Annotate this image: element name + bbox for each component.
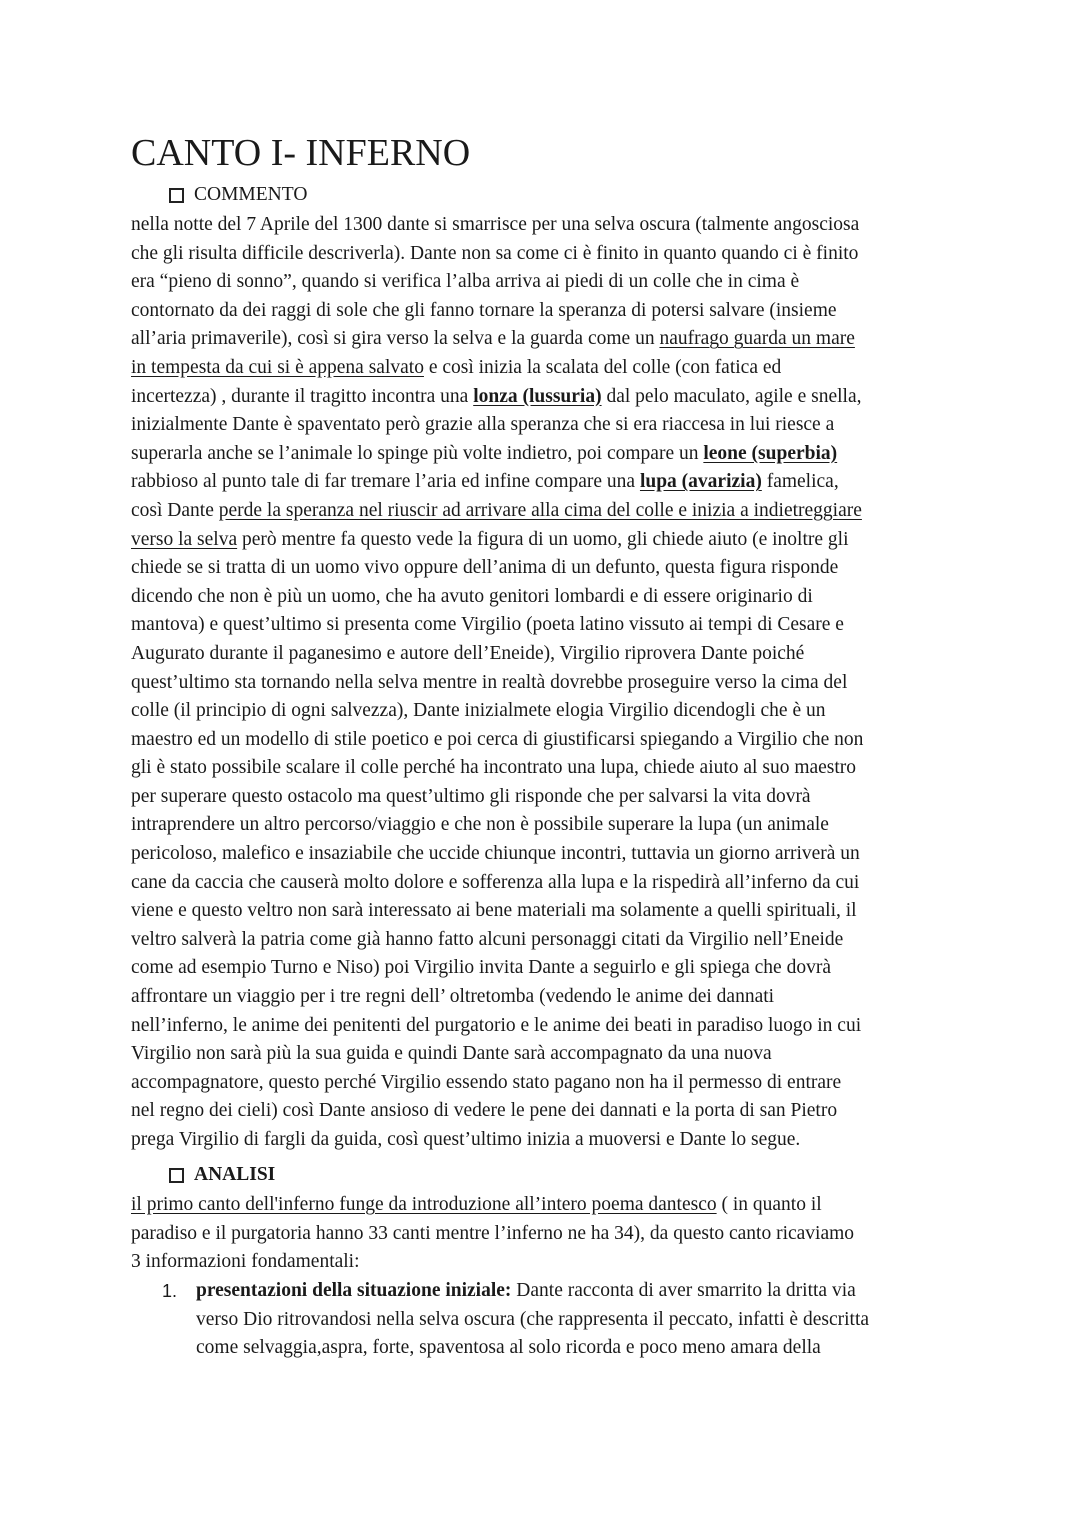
text-segment: mantova) e quest’ultimo si presenta come Virgilio (poeta latino vissuto ai tempi di Cesare e (131, 614, 844, 636)
text-segment: accompagnatore, questo perché Virgilio essendo stato pagano non ha il permesso di entrare (131, 1071, 842, 1093)
section-heading-commento (169, 181, 307, 209)
underlined-text: leone (superbia) (703, 442, 838, 464)
text-segment: come ad esempio Turno e Niso) poi Virgilio invita Dante a seguirlo e gli spiega che dovrà (131, 957, 831, 979)
text-line (131, 783, 961, 812)
text-segment: Dante racconta di aver smarrito la dritta via (511, 1280, 856, 1301)
text-segment: come selvaggia,aspra, forte, spaventosa al solo ricorda e poco meno amara della (196, 1337, 821, 1359)
text-segment: per superare questo ostacolo ma quest’ultimo gli risponde che per salvarsi la vita dovrà (131, 785, 811, 807)
text-segment: superarla anche se l’animale lo spinge più volte indietro, poi compare un (131, 442, 704, 464)
text-line (131, 440, 961, 469)
text-segment: colle (il principio di ogni salvezza), Dante inizialmete elogia Virgilio dicendogli che è un (131, 700, 826, 722)
text-segment: però mentre fa questo vede la figura di un uomo, gli chiede aiuto (e inoltre gli (237, 528, 849, 550)
underlined-text: lonza (lussuria) (473, 385, 602, 407)
text-segment: e così inizia la scalata del colle (con fatica ed (423, 356, 782, 378)
bold-text: presentazioni della situazione iniziale: (196, 1280, 512, 1301)
underlined-text: il primo canto dell'inferno funge da introduzione all’intero poema dantesco (131, 1194, 717, 1215)
text-line (131, 640, 961, 669)
text-line (131, 268, 961, 297)
text-segment: inizialmente Dante è spaventato però grazie alla speranza che si era riaccesa in lui riesce a (131, 414, 835, 436)
text-line (131, 1040, 961, 1069)
text-line (131, 1126, 961, 1155)
underlined-text: naufrago guarda un mare (659, 328, 855, 350)
text-segment: intraprendere un altro percorso/viaggio e che non è possibile superare la lupa (un animale (131, 814, 829, 836)
text-line (131, 1097, 961, 1126)
text-line (131, 411, 961, 440)
text-segment: pericoloso, malefico e insaziabile che uccide chiunque incontri, tuttavia un giorno arriverà un (131, 843, 860, 865)
text-line (131, 726, 961, 755)
text-segment: famelica, (761, 471, 839, 493)
underlined-text: lupa (avarizia) (639, 471, 762, 493)
text-line (131, 1069, 961, 1098)
text-segment: ( in quanto il (716, 1194, 822, 1215)
text-segment: Augurato durante il paganesimo e autore dell’Eneide), Virgilio riprovera Dante poiché (131, 642, 805, 664)
text-line (131, 1220, 961, 1249)
section-heading-analisi (169, 1161, 275, 1189)
text-line (131, 354, 961, 383)
checkbox-icon (169, 1168, 184, 1183)
text-segment: prega Virgilio di fargli da guida, così quest’ultimo inizia a muoversi e Dante lo segue. (131, 1129, 801, 1150)
text-segment: affrontare un viaggio per i tre regni dell’ oltretomba (vedendo le anime dei dannati (131, 986, 775, 1008)
text-line (131, 983, 961, 1012)
text-line (131, 754, 961, 783)
text-line (131, 840, 961, 869)
text-line (131, 211, 961, 240)
text-segment: incertezza) , durante il tragitto incontra una (131, 385, 474, 407)
text-line (196, 1306, 966, 1335)
underlined-text: verso la selva (131, 528, 238, 550)
text-line (131, 1012, 961, 1041)
text-line (131, 697, 961, 726)
text-segment: nella notte del 7 Aprile del 1300 dante si smarrisce per una selva oscura (talmente angosciosa (131, 214, 860, 235)
text-line (131, 669, 961, 698)
text-line (131, 869, 961, 898)
analisi-list (162, 1277, 962, 1363)
text-line (131, 1248, 961, 1277)
text-line (131, 811, 961, 840)
text-line (131, 526, 961, 555)
analisi-paragraph (131, 1191, 961, 1277)
section-heading-label: ANALISI (194, 1164, 276, 1185)
text-line (131, 954, 961, 983)
underlined-text: perde la speranza nel riuscir ad arrivare alla cima del colle e inizia a indietreggiare (218, 499, 862, 521)
text-line (131, 926, 961, 955)
commento-paragraph (131, 211, 961, 1155)
text-segment: che gli risulta difficile descriverla). Dante non sa come ci è finito in quanto quando ci è finito (131, 242, 859, 264)
text-segment: Virgilio non sarà più la sua guida e quindi Dante sarà accompagnato da una nuova (131, 1043, 772, 1065)
text-line (131, 497, 961, 526)
text-segment: cane da caccia che causerà molto dolore e sofferenza alla lupa e la rispedirà all’inferno da cui (131, 871, 860, 893)
list-item (162, 1277, 962, 1363)
text-segment: rabbioso al punto tale di far tremare l’aria ed infine compare una (131, 471, 640, 493)
text-line (131, 611, 961, 640)
section-heading-label: COMMENTO (194, 184, 308, 205)
text-line (131, 325, 961, 354)
text-segment: maestro ed un modello di stile poetico e poi cerca di giustificarsi spiegando a Virgilio che non (131, 728, 864, 750)
text-segment: verso Dio ritrovandosi nella selva oscura (che rappresenta il peccato, infatti è descritta (196, 1308, 870, 1330)
text-segment: chiede se si tratta di un uomo vivo oppure dell’anima di un defunto, questa figura risponde (131, 557, 839, 579)
text-line (131, 1191, 961, 1220)
text-line (131, 240, 961, 269)
text-line (131, 297, 961, 326)
page-title: CANTO I- INFERNO (131, 132, 471, 174)
text-line (131, 554, 961, 583)
text-segment: dal pelo maculato, agile e snella, (601, 385, 862, 407)
checkbox-icon (169, 188, 184, 203)
text-line (131, 897, 961, 926)
text-segment: così Dante (131, 499, 219, 521)
text-line (131, 383, 961, 412)
text-segment: nell’inferno, le anime dei penitenti del purgatorio e le anime dei beati in paradiso luogo in cui (131, 1014, 862, 1036)
list-item-text (196, 1277, 966, 1363)
text-segment: 3 informazioni fondamentali: (131, 1251, 360, 1273)
underlined-text: in tempesta da cui si è appena salvato (131, 356, 424, 378)
text-segment: all’aria primaverile), così si gira verso la selva e la guarda come un (131, 328, 660, 350)
text-segment: paradiso e il purgatoria hanno 33 canti mentre l’inferno ne ha 34), da questo canto ricaviamo (131, 1222, 855, 1244)
text-segment: gli è stato possibile scalare il colle perché ha incontrato una lupa, chiede aiuto al suo maestro (131, 757, 857, 779)
text-line (196, 1277, 966, 1306)
text-segment: quest’ultimo sta tornando nella selva mentre in realtà dovrebbe proseguire verso la cima del (131, 671, 848, 693)
text-line (131, 583, 961, 612)
text-segment: veltro salverà la patria come già hanno fatto alcuni personaggi citati da Virgilio nell’Eneide (131, 928, 844, 950)
text-segment: dicendo che non è più un uomo, che ha avuto genitori lombardi e di essere originario di (131, 585, 813, 607)
text-segment: nel regno dei cieli) così Dante ansioso di vedere le pene dei dannati e la porta di san Pietro (131, 1100, 838, 1122)
text-segment: era “pieno di sonno”, quando si verifica l’alba arriva ai piedi di un colle che in cima è (131, 271, 800, 293)
text-segment: viene e questo veltro non sarà interessato ai bene materiali ma solamente a quelli spirituali, il (131, 900, 857, 922)
list-number: 1. (162, 1281, 178, 1301)
text-line (196, 1334, 966, 1363)
text-segment: contornato da dei raggi di sole che gli fanno tornare la speranza di potersi salvare (insieme (131, 299, 837, 321)
text-line (131, 468, 961, 497)
